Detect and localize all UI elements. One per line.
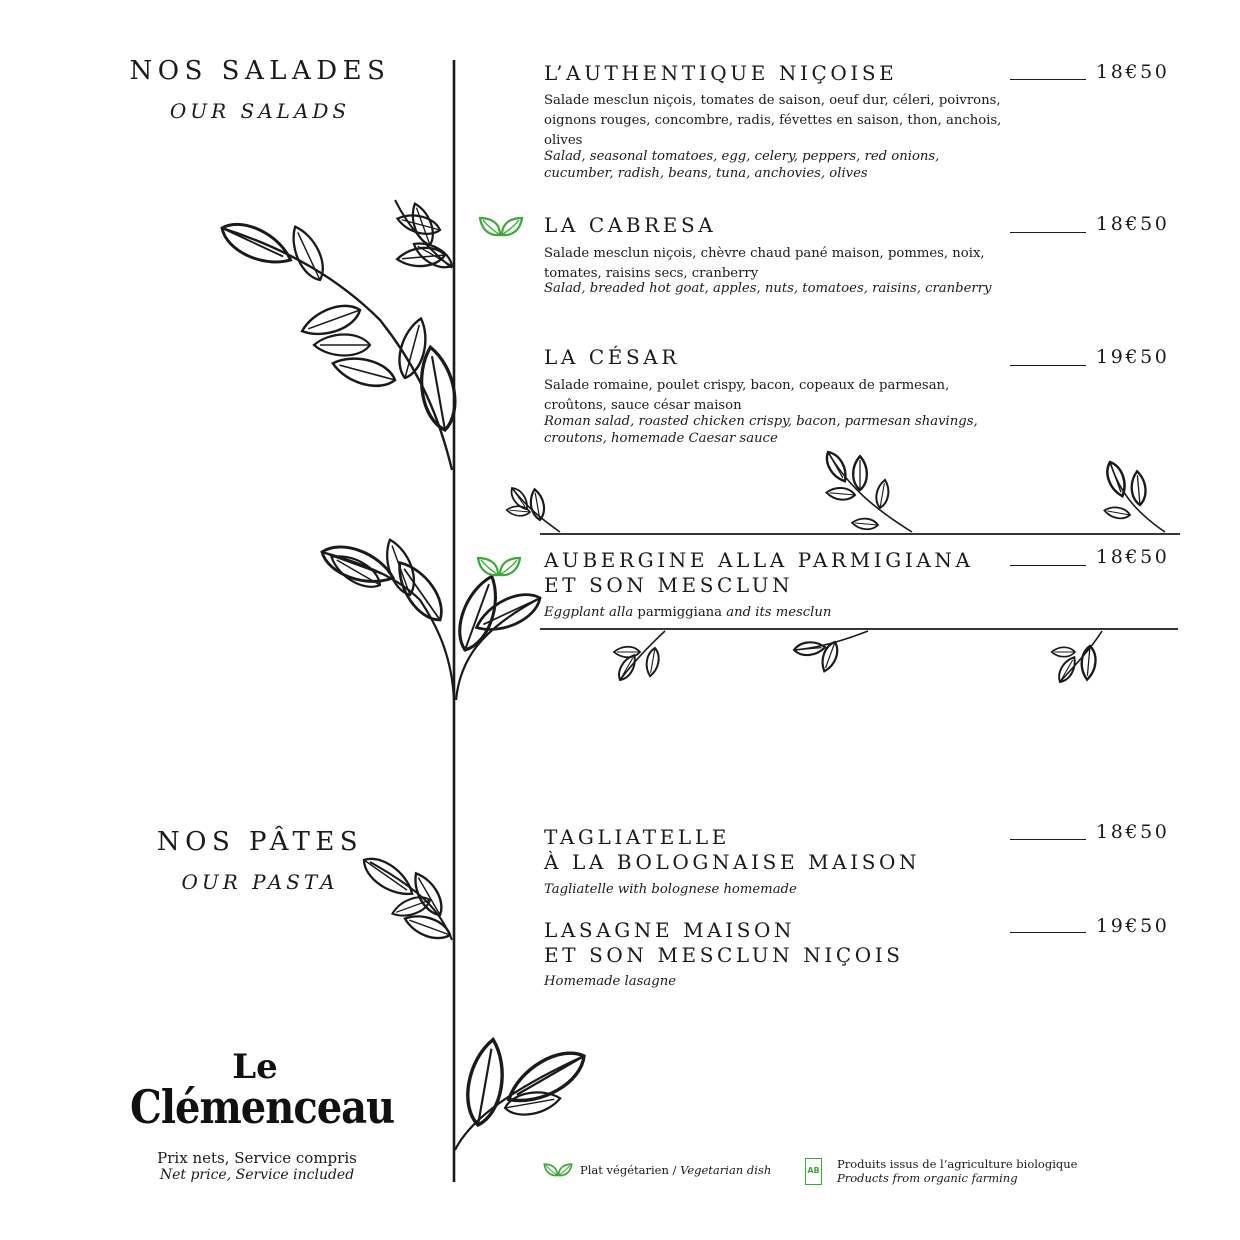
- section-title-pasta: NOS PÂTES: [156, 827, 364, 857]
- menu-item-description-en: Tagliatelle with bolognese homemade: [544, 882, 797, 897]
- menu-item-price: 18€50: [1096, 61, 1170, 83]
- organic-badge-text: AB: [807, 1166, 820, 1175]
- organic-legend-en: Products from organic farming: [837, 1171, 1018, 1185]
- organic-legend-fr: Produits issus de l’agriculture biologique: [837, 1157, 1078, 1171]
- menu-item-description-en: Salad, seasonal tomatoes, egg, celery, peppers, red onions, cucumber, radish, beans, tuna, anchovies, olives: [544, 149, 940, 181]
- sprigs-above-rule: [506, 449, 1165, 532]
- menu-item-name-line2: À LA BOLOGNAISE MAISON: [544, 850, 921, 874]
- price-leader: [1010, 932, 1086, 933]
- price-leader: [1010, 565, 1086, 566]
- branch-pasta: [358, 851, 453, 943]
- desc-part: Eggplant alla: [544, 605, 634, 620]
- branch-bottom: [455, 1037, 592, 1150]
- menu-item-name: LASAGNE MAISON: [544, 918, 796, 942]
- logo-line2: Clémenceau: [130, 1080, 395, 1135]
- menu-item-name: LA CÉSAR: [544, 345, 680, 369]
- vegetarian-legend-icon: [543, 1161, 573, 1178]
- restaurant-logo: [130, 1047, 395, 1135]
- menu-item-price: 18€50: [1096, 546, 1170, 568]
- organic-ab-icon: [805, 1158, 822, 1185]
- vegetarian-icon: [476, 554, 522, 578]
- menu-item-description-en: [544, 605, 1144, 622]
- section-subtitle-salads: OUR SALADS: [169, 99, 351, 123]
- desc-part-upright: parmiggiana: [637, 605, 723, 620]
- menu-item-price: 19€50: [1096, 915, 1170, 937]
- logo-line1: Le: [232, 1047, 278, 1087]
- vegetarian-legend-label: [580, 1163, 771, 1177]
- price-leader: [1010, 232, 1086, 233]
- vegetarian-icon: [478, 214, 524, 238]
- price-leader: [1010, 839, 1086, 840]
- menu-item-description-fr: Salade romaine, poulet crispy, bacon, copeaux de parmesan, croûtons, sauce césar maison: [544, 378, 950, 413]
- menu-item-name-line2: ET SON MESCLUN: [544, 573, 794, 597]
- desc-part: and its mesclun: [726, 605, 832, 620]
- menu-item-price: 19€50: [1096, 346, 1170, 368]
- menu-item-name: L’AUTHENTIQUE NIÇOISE: [544, 61, 898, 85]
- price-leader: [1010, 365, 1086, 366]
- price-note-fr: Prix nets, Service compris: [157, 1149, 357, 1167]
- price-leader: [1010, 79, 1086, 80]
- section-title-salads: NOS SALADES: [129, 56, 391, 86]
- branch-top: [216, 200, 461, 470]
- menu-item-description-en: Homemade lasagne: [544, 974, 677, 989]
- menu-item-name: LA CABRESA: [544, 213, 717, 237]
- price-note-en: Net price, Service included: [159, 1167, 355, 1183]
- menu-item-name-line2: ET SON MESCLUN NIÇOIS: [544, 943, 904, 967]
- legend-en: Vegetarian dish: [680, 1163, 772, 1177]
- menu-item-description-en: Salad, breaded hot goat, apples, nuts, tomatoes, raisins, cranberry: [544, 281, 992, 296]
- menu-item-price: 18€50: [1096, 821, 1170, 843]
- menu-item-name: AUBERGINE ALLA PARMIGIANA: [544, 548, 974, 572]
- menu-item-name: TAGLIATELLE: [544, 825, 730, 849]
- menu-item-price: 18€50: [1096, 213, 1170, 235]
- section-subtitle-pasta: OUR PASTA: [181, 870, 339, 894]
- legend-fr: Plat végétarien /: [580, 1163, 677, 1177]
- menu-item-description-fr: Salade mesclun niçois, tomates de saison, oeuf dur, céleri, poivrons, oignons rouges, concombre, radis, févettes en saison, thon, anchois, olives: [544, 93, 1002, 148]
- menu-item-description-fr: Salade mesclun niçois, chèvre chaud pané maison, pommes, noix, tomates, raisins secs, cranberry: [544, 246, 985, 281]
- menu-item-description-en: Roman salad, roasted chicken crispy, bacon, parmesan shavings, croutons, homemade Caesar sauce: [544, 414, 978, 446]
- sprigs-below-rule: [614, 631, 1102, 685]
